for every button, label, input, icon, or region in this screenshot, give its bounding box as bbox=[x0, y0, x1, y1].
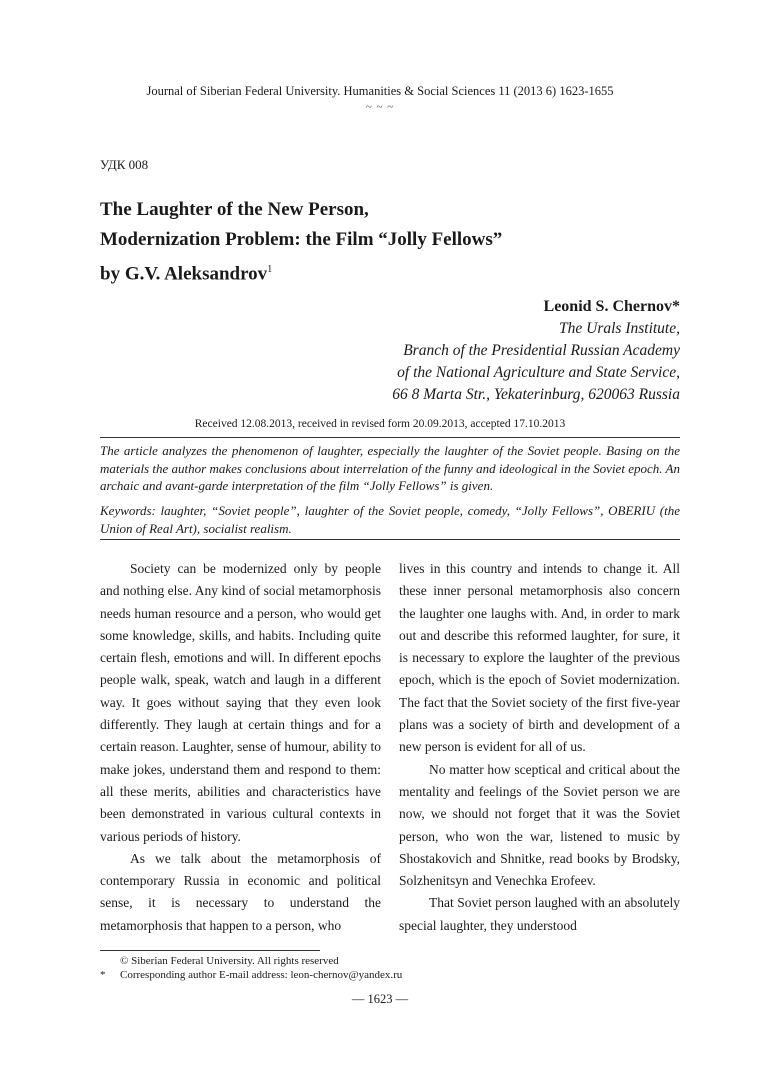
corresponding-text: Corresponding author E-mail address: leon-chernov@yandex.ru bbox=[120, 969, 403, 981]
title-line-3: by G.V. Aleksandrov bbox=[100, 263, 268, 285]
keywords: Keywords: laughter, “Soviet people”, laughter of the Soviet people, comedy, “Jolly Fellows”, OBERIU (the Union of Real Art), socialist realism. bbox=[100, 503, 680, 536]
paragraph-continued: lives in this country and intends to change it. All these inner personal metamorphosis also concern the laughter one laughs with. And, in order to mark out and describe this reformed laughter, for sure, it is necessary to explore the laughter of the previous epoch, which is the epoch of Soviet modernization. The fact that the Soviet society of the first five-year plans was a society of birth and development of a new person is evident for all of us. bbox=[399, 561, 680, 755]
paragraph: Society can be modernized only by people and nothing else. Any kind of social metamorphosis needs human resource and a person, who would get some knowledge, skills, and habits. Including quite certain flesh, emotions and will. In different epochs people walk, speak, watch and laugh in a different way. It goes without saying that they even look differently. They laugh at certain things and for a certain reason. Laughter, sense of humour, ability to make jokes, understand them and respond to them: all these merits, abilities and characteristics have been demonstrated in various cultural contexts in various periods of history. bbox=[100, 561, 381, 844]
body-column-right bbox=[399, 558, 680, 937]
corresponding-mark: * bbox=[100, 969, 106, 981]
author-name: Leonid S. Chernov* bbox=[543, 298, 680, 315]
affiliation-line-3: of the National Agriculture and State Service, bbox=[397, 364, 680, 381]
affiliation-line-1: The Urals Institute, bbox=[559, 320, 680, 337]
abstract-top-rule bbox=[100, 437, 680, 438]
page-number: — 1623 — bbox=[351, 992, 409, 1006]
journal-header: Journal of Siberian Federal University. Humanities & Social Sciences 11 (2013 6) 1623-1655 bbox=[146, 84, 614, 98]
header-separator: ~ ~ ~ bbox=[365, 101, 395, 113]
title-line-3-wrap bbox=[100, 255, 502, 289]
udk-code: УДК 008 bbox=[100, 157, 149, 172]
received-dates: Received 12.08.2013, received in revised form 20.09.2013, accepted 17.10.2013 bbox=[194, 418, 566, 430]
title-line-1: The Laughter of the New Person, bbox=[100, 199, 369, 220]
affiliation-line-2: Branch of the Presidential Russian Academy bbox=[403, 342, 680, 359]
paragraph: That Soviet person laughed with an absolutely special laughter, they understood bbox=[399, 895, 680, 933]
article-title bbox=[100, 195, 502, 289]
paragraph: No matter how sceptical and critical about the mentality and feelings of the Soviet person we are now, we should not forget that it was the Soviet person, who won the war, listened to music by Shostakovich and Shnitke, read books by Brodsky, Solzhenitsyn and Venechka Erofeev. bbox=[399, 761, 680, 889]
abstract-bottom-rule bbox=[100, 539, 680, 540]
author-block bbox=[392, 295, 680, 406]
footnote-rule bbox=[100, 950, 320, 951]
copyright-text: © Siberian Federal University. All rights reserved bbox=[120, 955, 339, 967]
footnote-corresponding bbox=[100, 968, 402, 982]
paragraph: As we talk about the metamorphosis of contemporary Russia in economic and political sense, it is necessary to understand the metamorphosis that happen to a person, who bbox=[100, 850, 381, 933]
title-footnote-mark: 1 bbox=[267, 264, 273, 275]
affiliation-line-4: 66 8 Marta Str., Yekaterinburg, 620063 Russia bbox=[392, 386, 680, 403]
body-column-left bbox=[100, 558, 381, 937]
abstract: The article analyzes the phenomenon of laughter, especially the laughter of the Soviet people. Basing on the materials the author makes conclusions about interrelation of the funny and ideological in the Soviet epoch. An archaic and avant-garde interpretation of the film “Jolly Fellows” is given. bbox=[100, 443, 680, 493]
title-line-2: Modernization Problem: the Film “Jolly Fellows” bbox=[100, 229, 503, 250]
footnote-copyright bbox=[100, 954, 339, 968]
